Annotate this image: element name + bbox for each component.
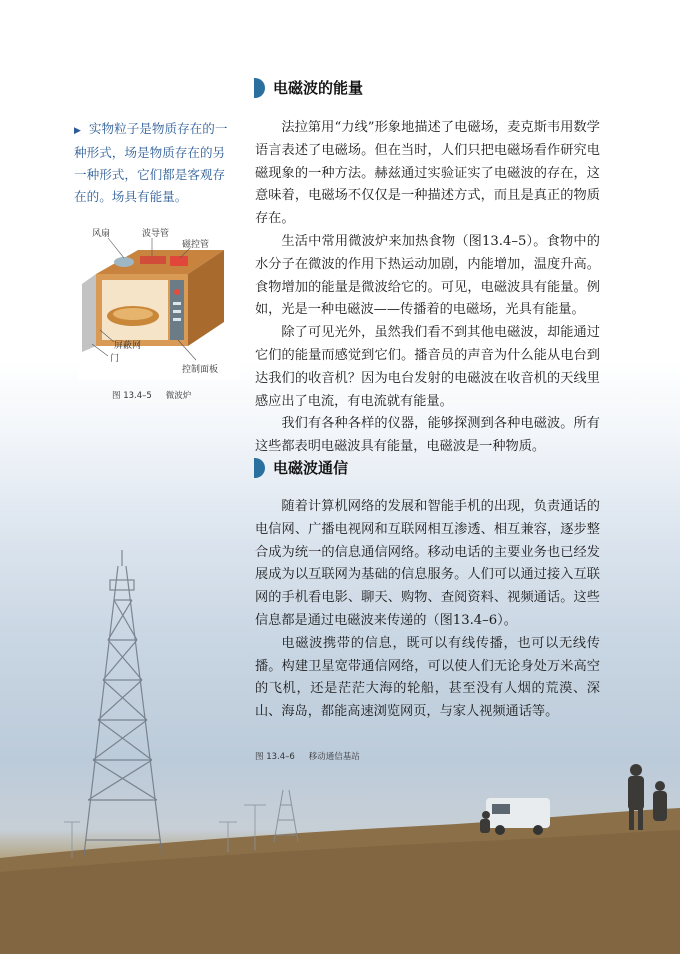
caption-text: 微波炉 (165, 391, 192, 401)
label-panel: 控制面板 (182, 365, 219, 375)
section-marker-icon (254, 78, 265, 98)
magnetron (170, 256, 188, 266)
figure-caption-station (255, 750, 360, 762)
sidebar-note (74, 118, 234, 208)
caption-number: 图 13.4–5 (112, 391, 152, 401)
note-text: 实物粒子是物质存在的一种形式，场是物质存在的另一种形式，它们都是客观存在的。场具有能量。 (74, 121, 228, 204)
figure-caption-microwave (112, 389, 191, 401)
door (82, 274, 96, 352)
label-fan: 风扇 (92, 229, 111, 239)
tower-large (84, 550, 162, 855)
section-body-energy (255, 117, 600, 459)
section-title: 电磁波的能量 (273, 79, 364, 97)
section-title: 电磁波通信 (273, 459, 349, 477)
section-heading-communication (254, 457, 348, 478)
caption-number: 图 13.4–6 (255, 752, 295, 762)
paragraph: 除了可见光外，虽然我们看不到其他电磁波，却能通过它们的能量而感觉到它们。播音员的声音为什么能从电台到达我们的收音机？因为电台发射的电磁波在收音机的天线里感应出了电流，有电流就有能量。 (255, 325, 600, 409)
paragraph: 生活中常用微波炉来加热食物（图13.4–5）。食物中的水分子在微波的作用下热运动加剧，内能增加，温度升高。食物增加的能量是微波给它的。可见，电磁波具有能量。例如，光是一种电磁波——传播着的电磁场，光具有能量。 (255, 233, 600, 318)
caption-text: 移动通信基站 (308, 752, 360, 762)
paragraph: 法拉第用“力线”形象地描述了电磁场，麦克斯韦用数学语言表述了电磁场。但在当时，人们只把电磁场看作研究电磁现象的一种方法。赫兹通过实验证实了电磁波的存在，这意味着，电磁场不仅仅是一种描述方式，而且是真正的物质存在。 (255, 120, 600, 227)
fan (114, 257, 134, 267)
label-shield: 屏蔽网 (114, 341, 142, 351)
label-waveguide: 波导管 (142, 229, 170, 239)
waveguide (140, 256, 166, 264)
section-body-communication (255, 496, 600, 724)
microwave-figure (78, 220, 240, 380)
section-marker-icon (254, 458, 265, 478)
paragraph: 随着计算机网络的发展和智能手机的出现，负责通话的电信网、广播电视网和互联网相互渗透、相互兼容，逐步整合成为统一的信息通信网络。移动电话的主要业务也已经发展成为以互联网为基础的信息服务。人们可以通过接入互联网的手机看电影、聊天、购物、查阅资料、视频通话。这些信息都是通过电磁波来传递的（图13.4–6）。 (255, 499, 600, 628)
label-magnetron: 磁控管 (182, 240, 210, 250)
section-heading-energy (254, 77, 363, 98)
paragraph: 我们有各种各样的仪器，能够探测到各种电磁波。所有这些都表明电磁波具有能量，电磁波是一种物质。 (255, 416, 600, 455)
note-marker-icon: ▶ (74, 126, 81, 136)
paragraph: 电磁波携带的信息，既可以有线传播，也可以无线传播。构建卫星宽带通信网络，可以使人们无论身处万米高空的飞机，还是茫茫大海的轮船，甚至没有人烟的荒漠、深山、海岛，都能高速浏览网页，与家人视频通话等。 (255, 635, 600, 720)
label-door: 门 (110, 354, 120, 364)
